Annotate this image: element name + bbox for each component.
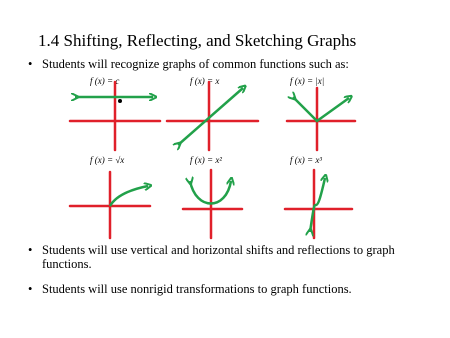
graph-constant xyxy=(70,82,160,150)
label-square-root-function: f (x) = √x xyxy=(90,155,125,165)
curve-identity xyxy=(178,88,243,145)
curve-absolute xyxy=(293,97,349,121)
slide-title: 1.4 Shifting, Reflecting, and Sketching Graphs xyxy=(38,31,357,50)
bullet-text: Students will use nonrigid transformations to graph functions. xyxy=(42,282,352,296)
label-constant-function: f (x) = c xyxy=(90,76,120,86)
graph-cube xyxy=(285,170,352,238)
curve-cube xyxy=(310,178,325,232)
graph-absolute xyxy=(287,88,355,150)
bullet-text: Students will use vertical and horizontal shifts and reflections to graph functions. xyxy=(42,243,395,271)
label-identity-function: f (x) = x xyxy=(190,76,220,86)
graph-square xyxy=(183,170,242,238)
graph-sqrt xyxy=(70,172,150,238)
graph-identity xyxy=(167,82,258,150)
curve-sqrt xyxy=(110,186,148,206)
label-cube-function: f (x) = x³ xyxy=(290,155,323,165)
axes-constant xyxy=(70,82,160,150)
label-absolute-value-function: f (x) = |x| xyxy=(290,76,325,86)
bullet-point: • xyxy=(28,282,33,296)
bullet-point: • xyxy=(28,243,33,257)
label-square-function: f (x) = x² xyxy=(190,155,223,165)
bullet-text: Students will recognize graphs of common functions such as: xyxy=(42,57,349,71)
bullet-point: • xyxy=(28,57,33,71)
point-marker xyxy=(118,99,122,103)
